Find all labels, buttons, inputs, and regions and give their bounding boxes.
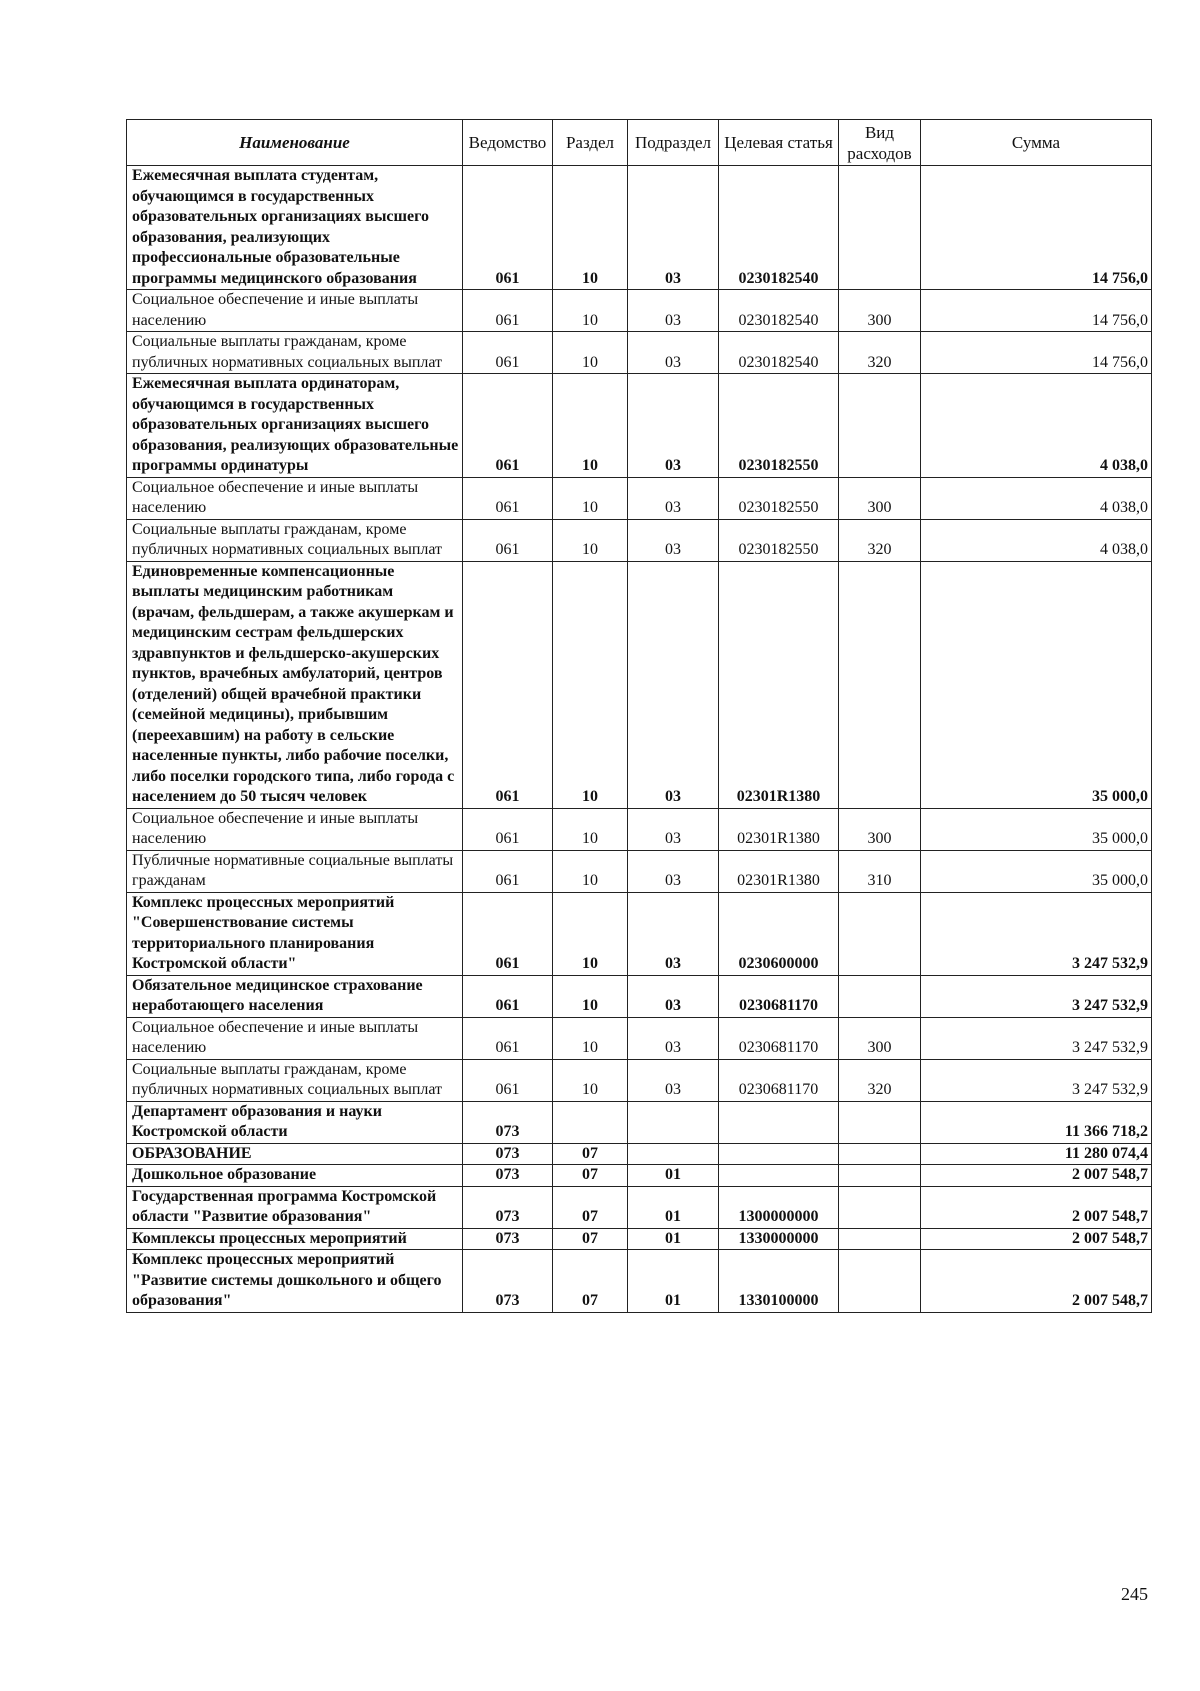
cell-name: Комплекс процессных мероприятий "Развитие системы дошкольного и общего образования" — [127, 1250, 463, 1313]
cell-amount: 35 000,0 — [921, 850, 1152, 892]
cell-section: 07 — [553, 1143, 628, 1165]
cell-section: 07 — [553, 1186, 628, 1228]
cell-section: 10 — [553, 374, 628, 478]
cell-department: 061 — [463, 519, 553, 561]
cell-name: Обязательное медицинское страхование неработающего населения — [127, 975, 463, 1017]
table-row — [127, 166, 1152, 290]
cell-name: Департамент образования и науки Костромской области — [127, 1101, 463, 1143]
cell-department: 061 — [463, 1059, 553, 1101]
cell-target-article: 0230681170 — [719, 975, 839, 1017]
cell-target-article: 0230681170 — [719, 1059, 839, 1101]
cell-amount: 2 007 548,7 — [921, 1186, 1152, 1228]
header-target-article: Целевая статья — [719, 120, 839, 166]
cell-section: 10 — [553, 892, 628, 975]
cell-expense-type — [839, 1250, 921, 1313]
cell-amount: 11 280 074,4 — [921, 1143, 1152, 1165]
cell-subsection: 03 — [628, 892, 719, 975]
cell-name: Социальное обеспечение и иные выплаты населению — [127, 290, 463, 332]
cell-amount: 14 756,0 — [921, 332, 1152, 374]
cell-amount: 35 000,0 — [921, 808, 1152, 850]
cell-section: 10 — [553, 519, 628, 561]
cell-section: 10 — [553, 850, 628, 892]
cell-amount: 3 247 532,9 — [921, 1059, 1152, 1101]
cell-section: 07 — [553, 1228, 628, 1250]
cell-department: 061 — [463, 808, 553, 850]
cell-department: 061 — [463, 1017, 553, 1059]
cell-amount: 4 038,0 — [921, 477, 1152, 519]
cell-section: 10 — [553, 808, 628, 850]
cell-department: 061 — [463, 332, 553, 374]
cell-amount: 2 007 548,7 — [921, 1250, 1152, 1313]
cell-department: 073 — [463, 1186, 553, 1228]
cell-section: 10 — [553, 1059, 628, 1101]
header-section: Раздел — [553, 120, 628, 166]
table-row — [127, 374, 1152, 478]
cell-name: Комплексы процессных мероприятий — [127, 1228, 463, 1250]
cell-name: Социальные выплаты гражданам, кроме публичных нормативных социальных выплат — [127, 1059, 463, 1101]
cell-subsection: 03 — [628, 975, 719, 1017]
cell-section: 10 — [553, 166, 628, 290]
table-row — [127, 477, 1152, 519]
cell-department: 061 — [463, 892, 553, 975]
cell-expense-type: 300 — [839, 1017, 921, 1059]
cell-amount: 14 756,0 — [921, 166, 1152, 290]
table-body — [127, 166, 1152, 1313]
cell-amount: 2 007 548,7 — [921, 1228, 1152, 1250]
cell-department: 061 — [463, 477, 553, 519]
cell-amount: 2 007 548,7 — [921, 1165, 1152, 1187]
table-row — [127, 808, 1152, 850]
cell-target-article — [719, 1143, 839, 1165]
cell-target-article — [719, 1165, 839, 1187]
cell-name: Ежемесячная выплата ординаторам, обучающимся в государственных образовательных организациях высшего образования, реализующих образовательные программы ординатуры — [127, 374, 463, 478]
cell-expense-type: 320 — [839, 519, 921, 561]
header-expense-type: Вид расходов — [839, 120, 921, 166]
cell-section — [553, 1101, 628, 1143]
cell-subsection: 03 — [628, 332, 719, 374]
cell-department: 073 — [463, 1101, 553, 1143]
table-row — [127, 1165, 1152, 1187]
cell-department: 061 — [463, 561, 553, 808]
cell-subsection — [628, 1143, 719, 1165]
cell-subsection: 01 — [628, 1186, 719, 1228]
cell-amount: 3 247 532,9 — [921, 892, 1152, 975]
cell-target-article: 0230182550 — [719, 519, 839, 561]
cell-name: ОБРАЗОВАНИЕ — [127, 1143, 463, 1165]
cell-name: Дошкольное образование — [127, 1165, 463, 1187]
cell-expense-type: 300 — [839, 808, 921, 850]
header-subsection: Подраздел — [628, 120, 719, 166]
cell-subsection: 03 — [628, 808, 719, 850]
cell-subsection — [628, 1101, 719, 1143]
header-department: Ведомство — [463, 120, 553, 166]
cell-department: 061 — [463, 290, 553, 332]
cell-section: 10 — [553, 1017, 628, 1059]
cell-expense-type — [839, 166, 921, 290]
cell-section: 10 — [553, 290, 628, 332]
cell-amount: 4 038,0 — [921, 374, 1152, 478]
cell-section: 07 — [553, 1250, 628, 1313]
table-row — [127, 1186, 1152, 1228]
cell-amount: 14 756,0 — [921, 290, 1152, 332]
cell-department: 073 — [463, 1143, 553, 1165]
cell-subsection: 03 — [628, 1059, 719, 1101]
cell-expense-type: 320 — [839, 332, 921, 374]
cell-subsection: 03 — [628, 850, 719, 892]
cell-department: 073 — [463, 1165, 553, 1187]
cell-target-article: 02301R1380 — [719, 561, 839, 808]
cell-target-article: 0230182540 — [719, 290, 839, 332]
cell-expense-type — [839, 561, 921, 808]
cell-target-article — [719, 1101, 839, 1143]
cell-amount: 35 000,0 — [921, 561, 1152, 808]
table-row — [127, 1059, 1152, 1101]
cell-name: Публичные нормативные социальные выплаты гражданам — [127, 850, 463, 892]
page-number: 245 — [1121, 1584, 1148, 1604]
cell-expense-type — [839, 975, 921, 1017]
cell-subsection: 03 — [628, 290, 719, 332]
cell-name: Комплекс процессных мероприятий "Совершенствование системы территориального планирования Костромской области" — [127, 892, 463, 975]
cell-target-article: 0230182550 — [719, 374, 839, 478]
cell-name: Единовременные компенсационные выплаты медицинским работникам (врачам, фельдшерам, а также акушеркам и медицинским сестрам фельдшерских здравпунктов и фельдшерско-акушерских пунктов, врачебных амбулаторий, центров (отделений) общей врачебной практики (семейной медицины), прибывшим (переехавшим) на работу в сельские населенные пункты, либо рабочие поселки, либо поселки городского типа, либо города с населением до 50 тысяч человек — [127, 561, 463, 808]
cell-name: Социальное обеспечение и иные выплаты населению — [127, 477, 463, 519]
cell-department: 073 — [463, 1228, 553, 1250]
header-name: Наименование — [127, 120, 463, 166]
cell-section: 10 — [553, 975, 628, 1017]
table-row — [127, 892, 1152, 975]
cell-section: 10 — [553, 332, 628, 374]
cell-expense-type: 300 — [839, 290, 921, 332]
cell-expense-type — [839, 1228, 921, 1250]
table-row — [127, 290, 1152, 332]
cell-target-article: 1330100000 — [719, 1250, 839, 1313]
cell-name: Государственная программа Костромской области "Развитие образования" — [127, 1186, 463, 1228]
cell-expense-type — [839, 1165, 921, 1187]
table-row — [127, 1101, 1152, 1143]
cell-name: Социальное обеспечение и иные выплаты населению — [127, 808, 463, 850]
cell-amount: 4 038,0 — [921, 519, 1152, 561]
cell-name: Социальное обеспечение и иные выплаты населению — [127, 1017, 463, 1059]
cell-department: 061 — [463, 166, 553, 290]
cell-expense-type — [839, 374, 921, 478]
cell-name: Социальные выплаты гражданам, кроме публичных нормативных социальных выплат — [127, 332, 463, 374]
cell-subsection: 03 — [628, 374, 719, 478]
table-row — [127, 519, 1152, 561]
cell-expense-type — [839, 1143, 921, 1165]
header-row — [127, 120, 1152, 166]
cell-subsection: 03 — [628, 477, 719, 519]
cell-expense-type: 300 — [839, 477, 921, 519]
cell-department: 061 — [463, 850, 553, 892]
cell-target-article: 0230182540 — [719, 166, 839, 290]
cell-section: 07 — [553, 1165, 628, 1187]
table-row — [127, 975, 1152, 1017]
table-row — [127, 1228, 1152, 1250]
cell-subsection: 03 — [628, 1017, 719, 1059]
table-row — [127, 1250, 1152, 1313]
cell-expense-type — [839, 1186, 921, 1228]
cell-name: Ежемесячная выплата студентам, обучающимся в государственных образовательных организациях высшего образования, реализующих профессиональные образовательные программы медицинского образования — [127, 166, 463, 290]
table-row — [127, 1017, 1152, 1059]
cell-department: 073 — [463, 1250, 553, 1313]
budget-table — [126, 119, 1152, 1313]
header-amount: Сумма — [921, 120, 1152, 166]
cell-subsection: 01 — [628, 1250, 719, 1313]
table-row — [127, 332, 1152, 374]
cell-name: Социальные выплаты гражданам, кроме публичных нормативных социальных выплат — [127, 519, 463, 561]
table-row — [127, 850, 1152, 892]
cell-target-article: 02301R1380 — [719, 808, 839, 850]
cell-section: 10 — [553, 561, 628, 808]
cell-department: 061 — [463, 374, 553, 478]
cell-target-article: 0230600000 — [719, 892, 839, 975]
cell-subsection: 01 — [628, 1228, 719, 1250]
cell-subsection: 01 — [628, 1165, 719, 1187]
table-row — [127, 561, 1152, 808]
cell-department: 061 — [463, 975, 553, 1017]
cell-subsection: 03 — [628, 519, 719, 561]
cell-expense-type — [839, 1101, 921, 1143]
cell-expense-type — [839, 892, 921, 975]
cell-expense-type: 310 — [839, 850, 921, 892]
cell-amount: 3 247 532,9 — [921, 975, 1152, 1017]
cell-target-article: 1300000000 — [719, 1186, 839, 1228]
cell-section: 10 — [553, 477, 628, 519]
cell-amount: 11 366 718,2 — [921, 1101, 1152, 1143]
cell-expense-type: 320 — [839, 1059, 921, 1101]
cell-subsection: 03 — [628, 166, 719, 290]
table-row — [127, 1143, 1152, 1165]
cell-target-article: 0230681170 — [719, 1017, 839, 1059]
cell-target-article: 1330000000 — [719, 1228, 839, 1250]
cell-target-article: 0230182550 — [719, 477, 839, 519]
cell-subsection: 03 — [628, 561, 719, 808]
cell-amount: 3 247 532,9 — [921, 1017, 1152, 1059]
cell-target-article: 0230182540 — [719, 332, 839, 374]
cell-target-article: 02301R1380 — [719, 850, 839, 892]
